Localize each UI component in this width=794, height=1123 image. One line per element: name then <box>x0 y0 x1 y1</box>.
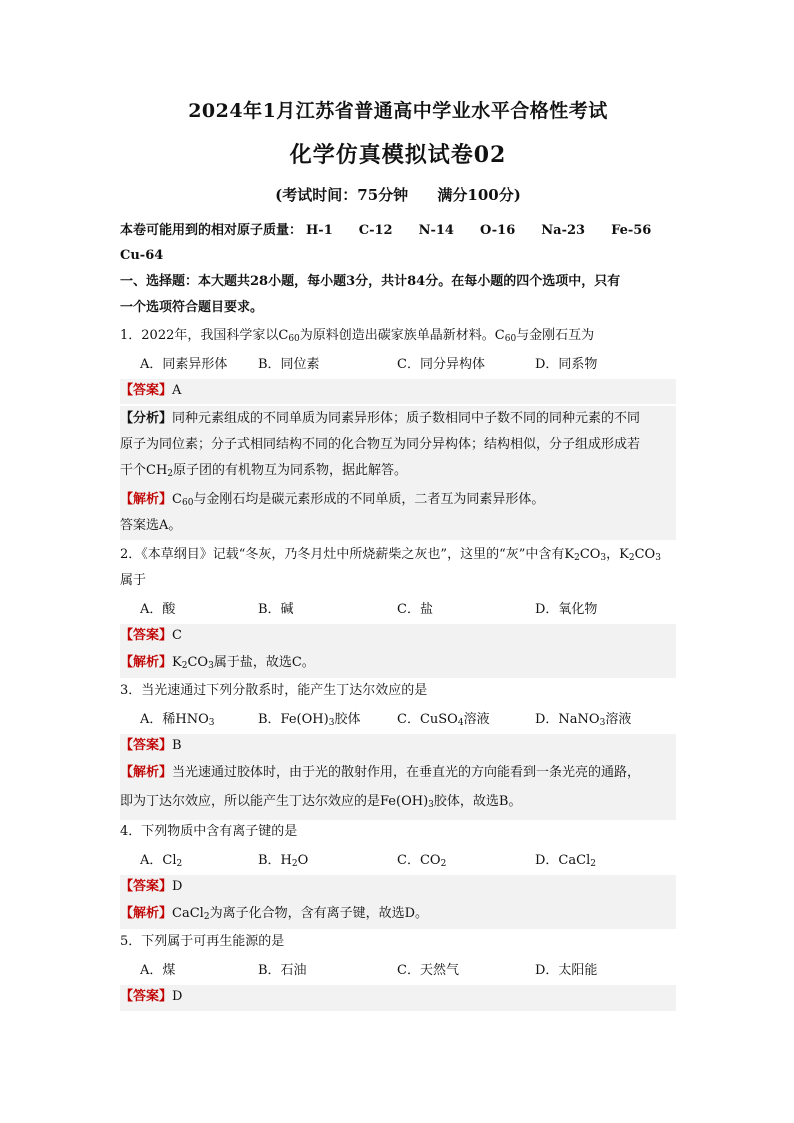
question-3-answer: 【答案】B <box>120 738 182 753</box>
atomic-masses-wrap: Cu-64 <box>120 248 164 263</box>
exam-title: 2024年1月江苏省普通高中学业水平合格性考试 <box>188 100 608 122</box>
option-a: A．酸 <box>140 602 176 617</box>
option-d: D．太阳能 <box>535 963 598 978</box>
question-3-solution-line2: 即为丁达尔效应，所以能产生丁达尔效应的是$Fe(OH)_3$胶体，故选B。 <box>120 794 522 810</box>
option-b: B．$H_2O$ <box>258 853 309 869</box>
atom-mass: Fe-56 <box>611 223 652 238</box>
option-c: C．CuSO$_4$溶液 <box>397 712 490 728</box>
question-1-analysis: 【分析】同种元素组成的不同单质为同素异形体；质子数相同中子数不同的同种元素的不同 <box>120 411 641 426</box>
section-heading-line1: 一、选择题：本大题共28小题，每小题3分，共计84分。在每小题的四个选项中，只有 <box>120 274 621 289</box>
question-4-stem: 4．下列物质中含有离子键的是 <box>120 824 298 839</box>
option-c: C．$CO_2$ <box>397 853 447 869</box>
question-5-answer: 【答案】D <box>120 989 183 1004</box>
option-d: D．CaCl$_2$ <box>535 853 596 869</box>
atomic-masses <box>120 220 676 242</box>
question-2-answer: 【答案】C <box>120 628 182 643</box>
exam-subtitle: 化学仿真模拟试卷02 <box>289 142 507 168</box>
question-1-stem: 1．2022年，我国科学家以$C_{60}$为原料创造出碳家族单晶新材料。$C_{60}$与金刚石互为 <box>120 328 595 344</box>
option-c: C．盐 <box>397 602 433 617</box>
exam-time-score <box>120 184 676 205</box>
question-1-conclusion: 答案选A。 <box>120 518 182 533</box>
option-b: B．$Fe(OH)_3$胶体 <box>258 712 361 728</box>
option-a: A．同素异形体 <box>140 357 228 372</box>
question-3-stem: 3．当光速通过下列分散系时，能产生丁达尔效应的是 <box>120 683 428 698</box>
atom-mass: N-14 <box>418 223 454 238</box>
section-heading-line2: 一个选项符合题目要求。 <box>120 300 264 315</box>
option-c: C．天然气 <box>397 963 459 978</box>
option-b: B．同位素 <box>258 357 320 372</box>
atom-mass: C-12 <box>358 223 393 238</box>
question-1-answer: 【答案】A <box>120 383 182 398</box>
exam-score: 满分100分) <box>437 186 521 204</box>
option-d: D．氧化物 <box>535 602 598 617</box>
question-1-analysis-line3: 干个$CH_2$原子团的有机物互为同系物，据此解答。 <box>120 463 408 479</box>
atom-mass: O-16 <box>479 223 516 238</box>
atomic-masses-label: 本卷可能用到的相对原子质量： <box>120 223 303 238</box>
question-5-stem: 5．下列属于可再生能源的是 <box>120 934 285 949</box>
question-4-answer: 【答案】D <box>120 879 183 894</box>
question-3-solution: 【解析】当光速通过胶体时，由于光的散射作用，在垂直光的方向能看到一条光亮的通路， <box>120 765 641 780</box>
question-2-stem-line2: 属于 <box>120 573 147 588</box>
option-b: B．碱 <box>258 602 294 617</box>
exam-time: (考试时间：75分钟 <box>275 186 409 204</box>
question-2-solution: 【解析】$K_2CO_3$属于盐，故选C。 <box>120 655 315 671</box>
question-2-stem: 2．《本草纲目》记载“冬灰，乃冬月灶中所烧薪柴之灰也”，这里的“灰”中含有$K_2CO_3$，$K_2CO_3$ <box>120 547 661 563</box>
atom-mass: Na-23 <box>541 223 586 238</box>
option-a: A．稀$HNO_3$ <box>140 712 215 728</box>
option-a: A．煤 <box>140 963 176 978</box>
question-4-solution: 【解析】CaCl$_2$为离子化合物，含有离子键，故选D。 <box>120 906 428 922</box>
option-a: A．$Cl_2$ <box>140 853 183 869</box>
option-c: C．同分异构体 <box>397 357 485 372</box>
question-1-analysis-line2: 原子为同位素；分子式相同结构不同的化合物互为同分异构体；结构相似，分子组成形成若 <box>120 437 641 452</box>
option-d: D．同系物 <box>535 357 598 372</box>
option-b: B．石油 <box>258 963 307 978</box>
option-d: D．NaNO$_3$溶液 <box>535 712 632 728</box>
question-1-solution: 【解析】$C_{60}$与金刚石均是碳元素形成的不同单质，二者互为同素异形体。 <box>120 492 545 508</box>
atom-mass: H-1 <box>306 223 333 238</box>
